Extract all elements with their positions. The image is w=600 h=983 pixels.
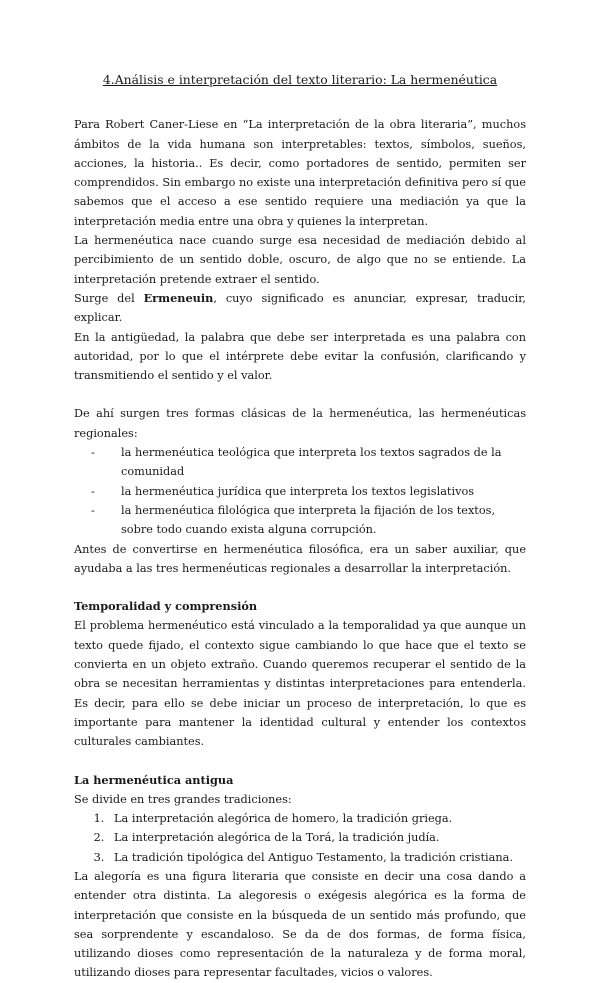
intro-paragraph-3 xyxy=(74,289,526,328)
section-heading-temporalidad: Temporalidad y comprensión xyxy=(74,599,258,614)
antigua-closing: La alegoría es una figura literaria que consiste en decir una cosa dando a entender otra distinta. La alegoresis o exégesis alegórica es la forma de interpretación que consiste en la búsqueda de un sentido más profundo, que sea sorprendente y escandaloso. Se da de dos formas, de forma física, utilizando dioses como representación de la naturaleza y de forma moral, utilizando dioses para representar facultades, vicios o valores. xyxy=(74,869,526,980)
traditions-list xyxy=(74,809,526,867)
forms-lead: De ahí surgen tres formas clásicas de la hermenéutica, las hermenéuticas regionales: xyxy=(74,407,526,440)
page-title: 4.Análisis e interpretación del texto literario: La hermenéutica xyxy=(102,72,498,87)
antigua-lead: Se divide en tres grandes tradiciones: xyxy=(74,792,292,806)
list-item: 1. La interpretación alegórica de homero, la tradición griega. xyxy=(108,809,526,828)
intro-paragraph-2: La hermenéutica nace cuando surge esa necesidad de mediación debido al percibimiento de un sentido doble, oscuro, de algo que no se entiende. La interpretación pretende extraer el sentido. xyxy=(74,234,526,286)
list-item: 2. La interpretación alegórica de la Torá, la tradición judía. xyxy=(108,828,526,847)
ermeneuin-term: Ermeneuin xyxy=(143,290,214,305)
forms-closing: Antes de convertirse en hermenéutica filosófica, era un saber auxiliar, que ayudaba a las tres hermenéuticas regionales a desarrollar la interpretación. xyxy=(74,542,526,575)
section-heading-antigua: La hermenéutica antigua xyxy=(74,772,234,787)
intro-p3-after: , cuyo significado es anunciar, expresar, traducir, explicar. xyxy=(74,291,526,325)
list-item: - la hermenéutica teológica que interpreta los textos sagrados de la comunidad xyxy=(88,443,526,482)
list-item: - la hermenéutica filológica que interpreta la fijación de los textos, sobre todo cuando exista alguna corrupción. xyxy=(88,501,526,540)
regional-hermeneutics-list xyxy=(74,443,526,539)
list-item: 3. La tradición tipológica del Antiguo Testamento, la tradición cristiana. xyxy=(108,848,526,867)
temporalidad-body: El problema hermenéutico está vinculado a la temporalidad ya que aunque un texto quede fijado, el contexto sigue cambiando lo que hace que el texto se convierta en un objeto extraño. Cuando queremos recuperar el sentido de la obra se necesitan herramientas y distintas interpretaciones para entenderla. Es decir, para ello se debe iniciar un proceso de interpretación, lo que es importante para mantener la identidad cultural y entender los contextos culturales cambiantes. xyxy=(74,619,526,749)
intro-paragraph-4: En la antigüedad, la palabra que debe ser interpretada es una palabra con autoridad, por lo que el intérprete debe evitar la confusión, clarificando y transmitiendo el sentido y el valor. xyxy=(74,330,526,383)
intro-paragraph-1: Para Robert Caner-Liese en “La interpretación de la obra literaria”, muchos ámbitos de la vida humana son interpretables: textos, símbolos, sueños, acciones, la historia.. Es decir, como portadores de sentido, permiten ser comprendidos. Sin embargo no existe una interpretación definitiva pero sí que sabemos que el acceso a ese sentido requiere una mediación ya que la interpretación media entre una obra y quienes la interpretan. xyxy=(74,118,526,228)
list-item: - la hermenéutica jurídica que interpreta los textos legislativos xyxy=(88,482,526,501)
intro-p3-before: Surge del xyxy=(74,291,144,305)
